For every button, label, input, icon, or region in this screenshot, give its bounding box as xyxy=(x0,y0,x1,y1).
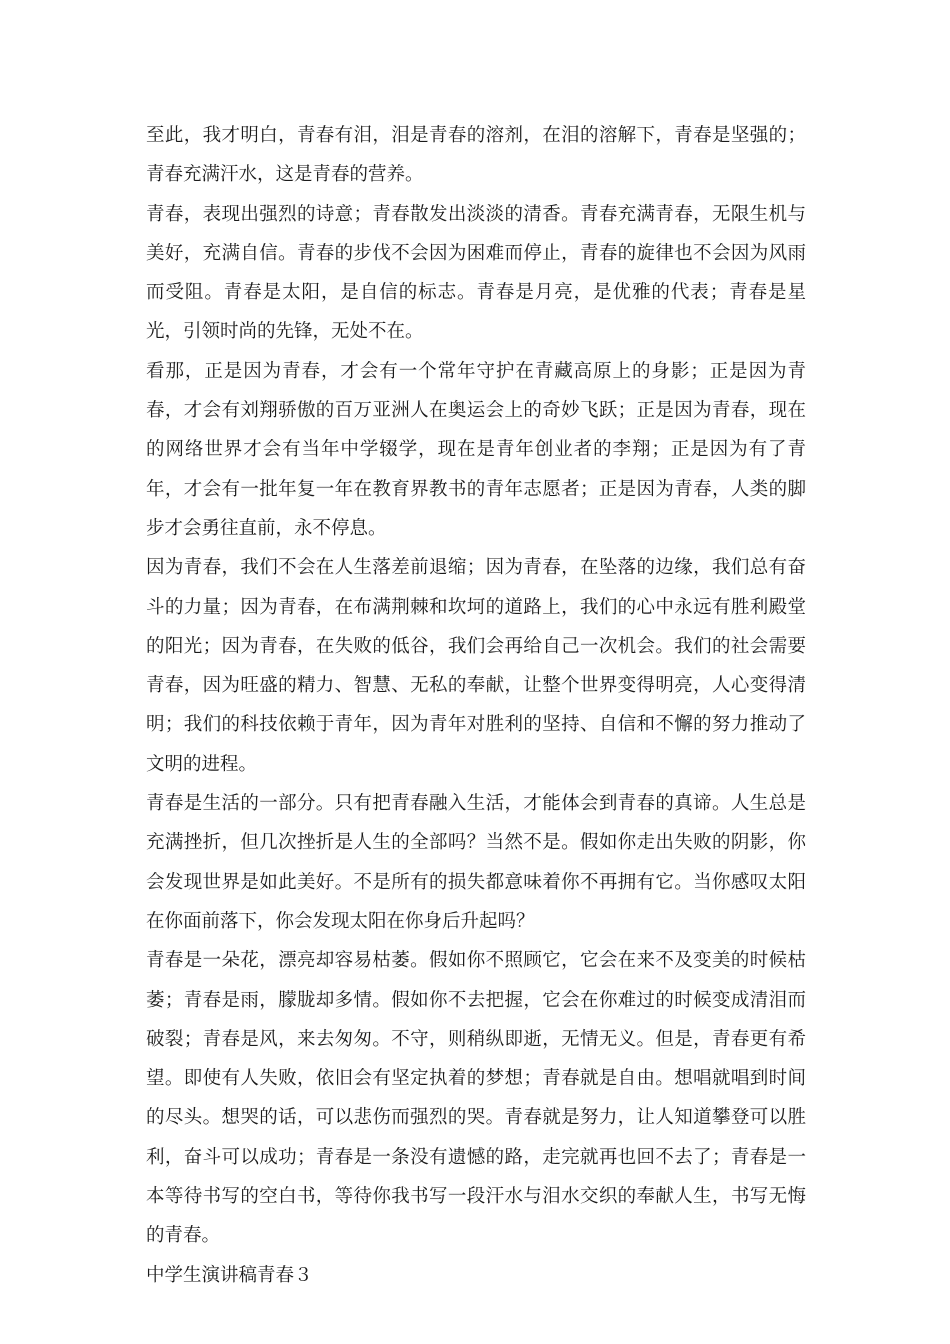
paragraph: 青春是生活的一部分。只有把青春融入生活，才能体会到青春的真谛。人生总是充满挫折，但几次挫折是人生的全部吗？当然不是。假如你走出失败的阴影，你会发现世界是如此美好。不是所有的损失都意味着你不再拥有它。当你感叹太阳在你面前落下，你会发现太阳在你身后升起吗？ xyxy=(146,793,806,932)
paragraph: 至此，我才明白，青春有泪，泪是青春的溶剂，在泪的溶解下，青春是坚强的；青春充满汗水，这是青春的营养。 xyxy=(146,125,806,186)
paragraph: 青春，表现出强烈的诗意；青春散发出淡淡的清香。青春充满青春，无限生机与美好，充满自信。青春的步伐不会因为困难而停止，青春的旋律也不会因为风雨而受阻。青春是太阳，是自信的标志。青春是月亮，是优雅的代表；青春是星光，引领时尚的先锋，无处不在。 xyxy=(146,203,806,343)
paragraph: 看那，正是因为青春，才会有一个常年守护在青藏高原上的身影；正是因为青春，才会有刘翔骄傲的百万亚洲人在奥运会上的奇妙飞跃；正是因为青春，现在的网络世界才会有当年中学辍学，现在是青年创业者的李翔；正是因为有了青年，才会有一批年复一年在教育界教书的青年志愿者；正是因为青春，人类的脚步才会勇往直前，永不停息。 xyxy=(146,360,806,539)
document-body xyxy=(146,116,806,1295)
section-heading: 中学生演讲稿青春３ xyxy=(146,1264,313,1286)
paragraph: 青春是一朵花，漂亮却容易枯萎。假如你不照顾它，它会在来不及变美的时候枯萎；青春是雨，朦胧却多情。假如你不去把握，它会在你难过的时候变成清泪而破裂；青春是风，来去匆匆。不守，则稍纵即逝，无情无义。但是，青春更有希望。即使有人失败，依旧会有坚定执着的梦想；青春就是自由。想唱就唱到时间的尽头。想哭的话，可以悲伤而强烈的哭。青春就是努力，让人知道攀登可以胜利，奋斗可以成功；青春是一条没有遗憾的路，走完就再也回不去了；青春是一本等待书写的空白书，等待你我书写一段汗水与泪水交织的奉献人生，书写无悔的青春。 xyxy=(146,950,806,1247)
paragraph: 因为青春，我们不会在人生落差前退缩；因为青春，在坠落的边缘，我们总有奋斗的力量；因为青春，在布满荆棘和坎坷的道路上，我们的心中永远有胜利殿堂的阳光；因为青春，在失败的低谷，我们会再给自己一次机会。我们的社会需要青春，因为旺盛的精力、智慧、无私的奉献，让整个世界变得明亮，人心变得清明；我们的科技依赖于青年，因为青年对胜利的坚持、自信和不懈的努力推动了文明的进程。 xyxy=(146,557,806,775)
